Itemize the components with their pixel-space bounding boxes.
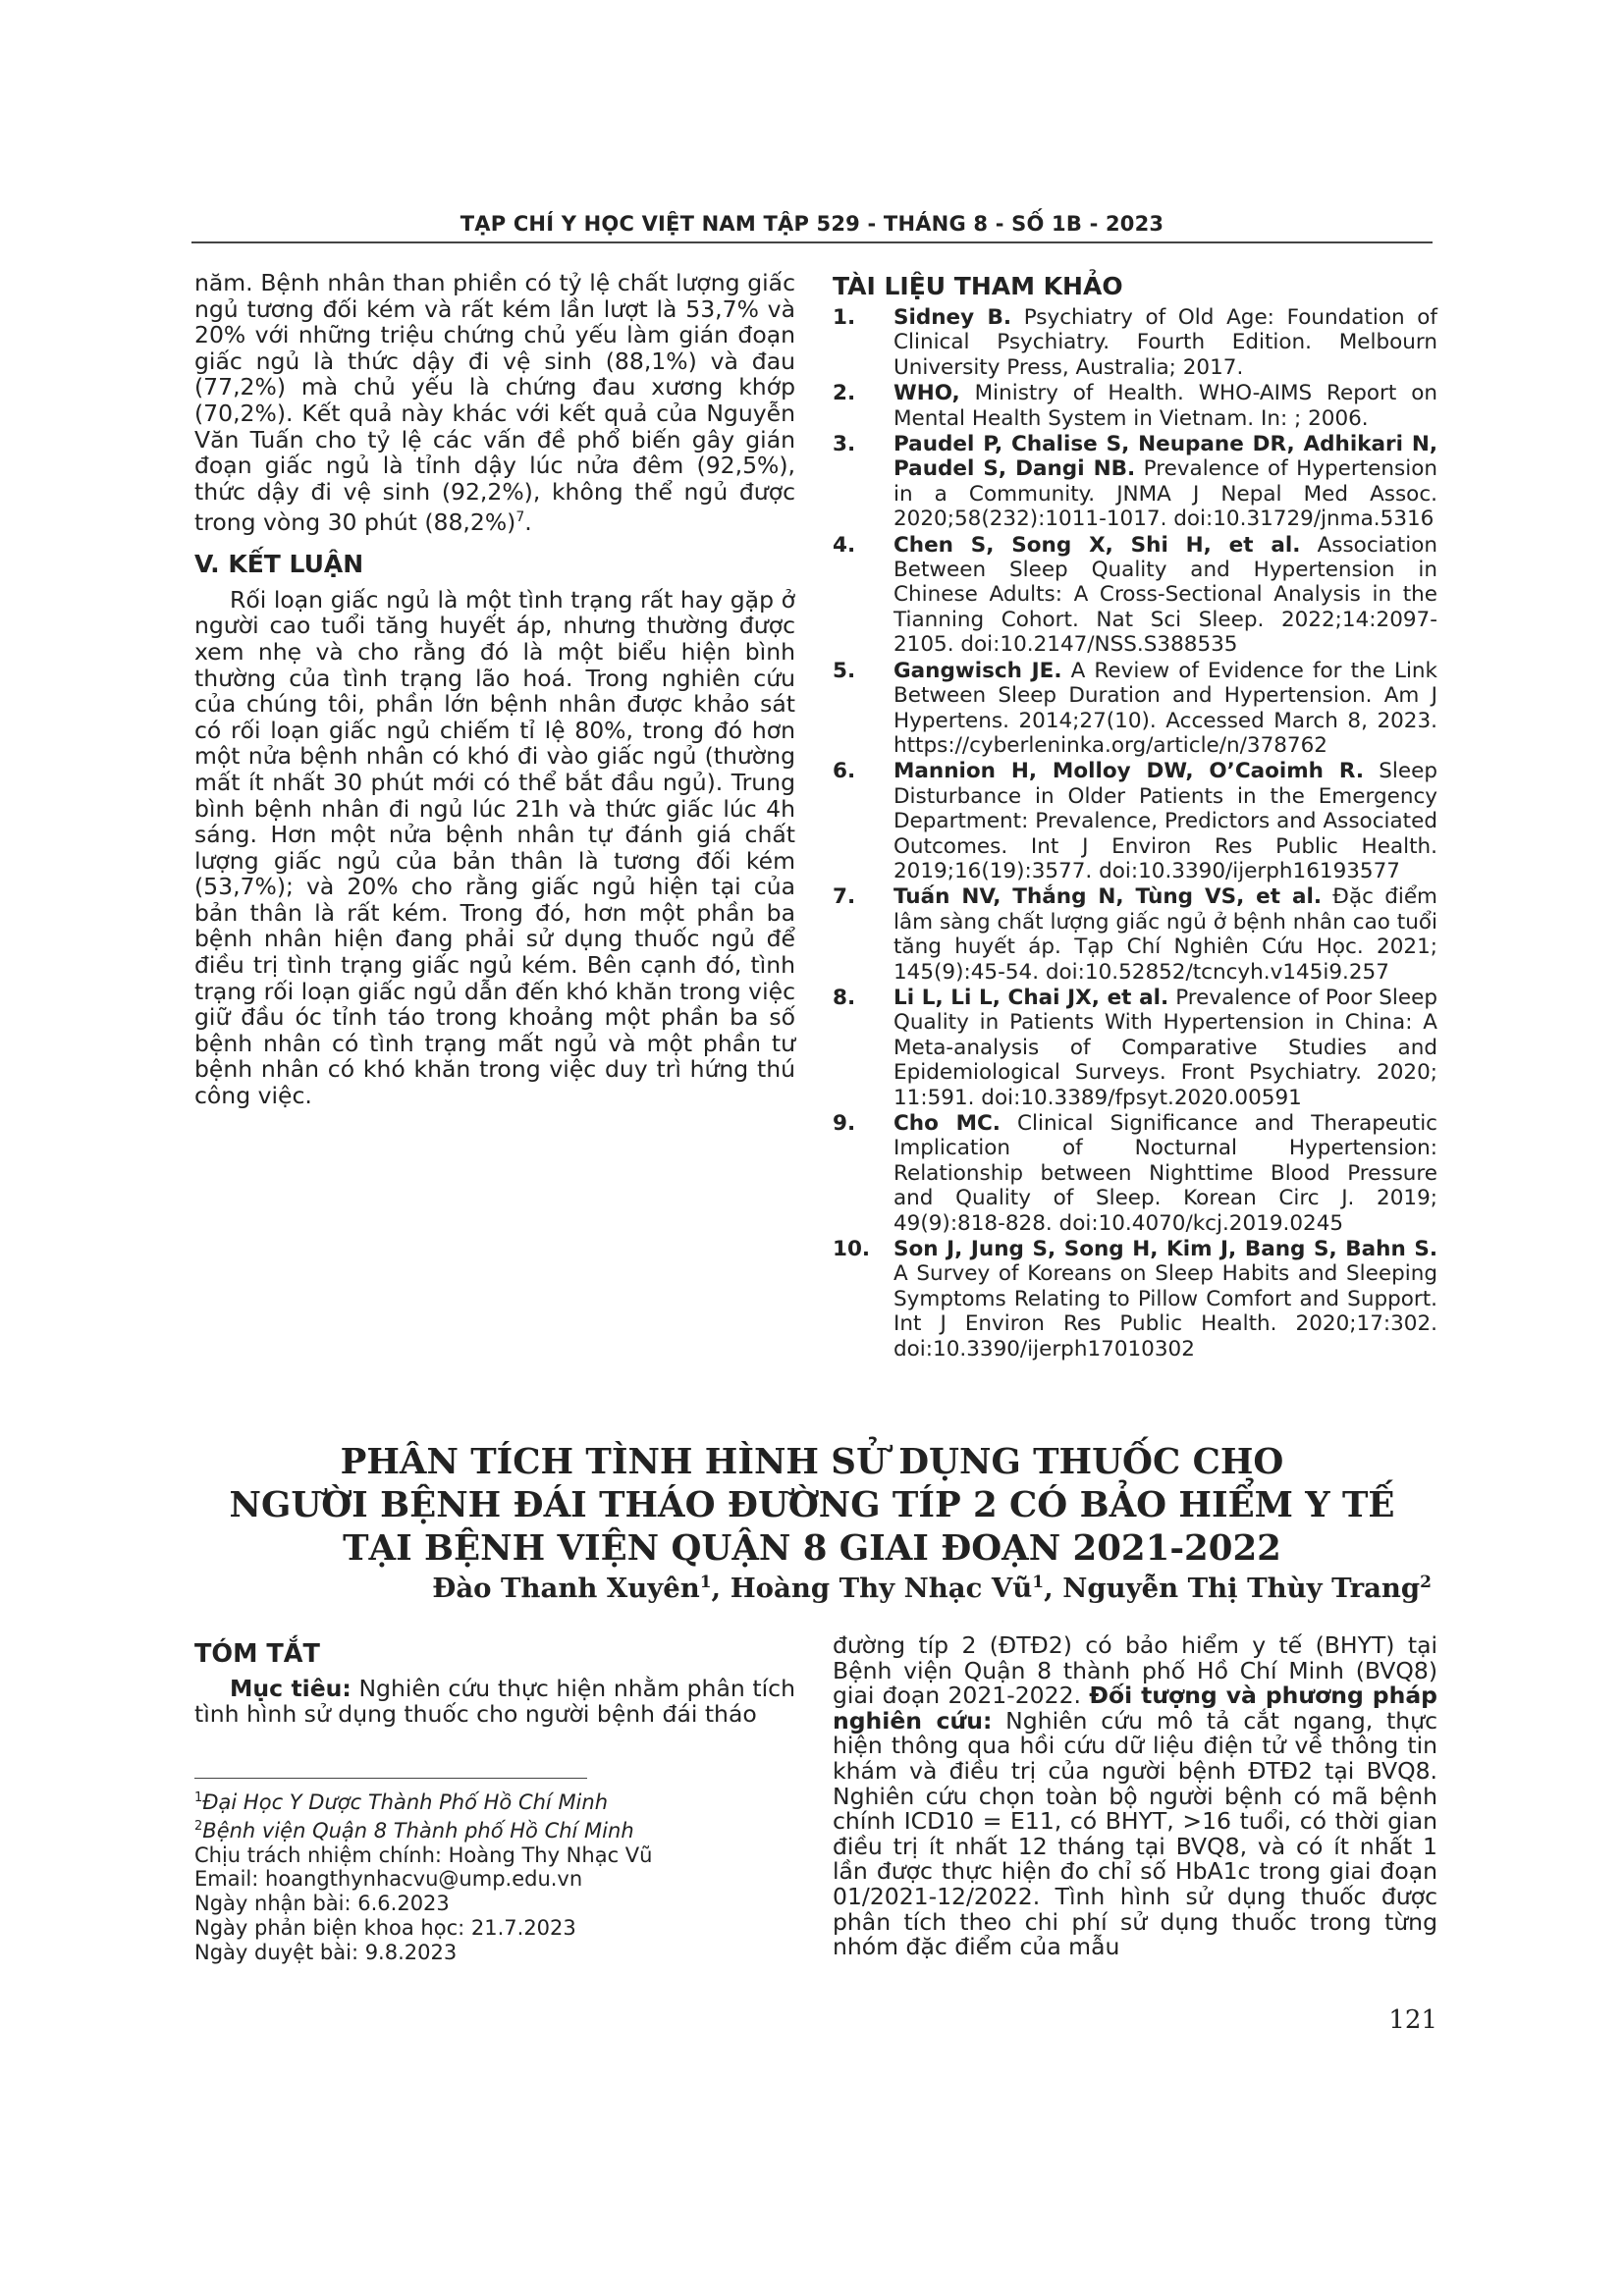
affiliation-number: 2 [194, 1818, 203, 1834]
author-name: Nguyễn Thị Thùy Trang [1062, 1573, 1421, 1605]
header-rule [191, 241, 1433, 243]
reference-item [833, 659, 1437, 759]
reference-authors: Chen S, Song X, Shi H, et al. [893, 532, 1301, 558]
reference-number: 8. [833, 985, 856, 1010]
footnotes [194, 1787, 795, 1965]
reference-text: A Review of Evidence for the Link Between Sleep Duration and Hypertension. Am J Hypertens. 2014;27(10). Accessed March 8, 2023. https://cyberleninka.org/article/n/378762 [893, 658, 1437, 758]
reference-authors: Cho MC. [893, 1111, 1001, 1136]
methods-text: Nghiên cứu mô tả cắt ngang, thực hiện thông qua hồi cứu dữ liệu điện tử về thông tin khám và điều trị của người bệnh ĐTĐ2 tại BVQ8. Nghiên cứu chọn toàn bộ người bệnh có mã bệnh chính ICD10 = E11, có BHYT, >16 tuổi, có thời gian điều trị ít nhất 12 tháng tại BVQ8, và có ít nhất 1 lần được thực hiện đo chỉ số HbA1c trong giai đoạn 01/2021-12/2022. Tình hình sử dụng thuốc được phân tích theo chi phí sử dụng thuốc trong từng nhóm đặc điểm của mẫu [833, 1706, 1437, 1961]
reference-number: 10. [833, 1237, 871, 1262]
footnote-rule [194, 1778, 587, 1779]
citation-superscript: 7 [515, 509, 525, 526]
reference-text: Psychiatry of Old Age: Foundation of Clinical Psychiatry. Fourth Edition. Melbourn University Press, Australia; 2017. [893, 305, 1438, 380]
reference-number: 4. [833, 532, 856, 558]
page-number: 121 [1388, 2005, 1437, 2035]
abstract-paragraph [194, 1677, 795, 1727]
affiliation-number: 1 [194, 1790, 203, 1805]
reference-authors: Paudel P, Chalise S, Neupane DR, Adhikari N, Paudel S, Dangi NB. [893, 432, 1437, 482]
responsible-author: Chịu trách nhiệm chính: Hoàng Thy Nhạc Vũ [194, 1842, 653, 1867]
reference-item [833, 1237, 1437, 1362]
reference-item [833, 305, 1437, 380]
reference-item [833, 381, 1437, 431]
reference-text: Prevalence of Poor Sleep Quality in Patients With Hypertension in China: A Meta-analysis of Comparative Studies and Epidemiological Surveys. Front Psychiatry. 2020; 11:591. doi:10.3389/fpsyt.2020.00591 [893, 985, 1437, 1110]
discussion-text: năm. Bệnh nhân than phiền có tỷ lệ chất lượng giấc ngủ tương đối kém và rất kém lần lượt là 53,7% và 20% với những triệu chứng chủ yếu làm gián đoạn giấc ngủ là thức dậy đi vệ sinh (88,1%) và đau (77,2%) mà chủ yếu là chứng đau xương khớp (70,2%). Kết quả này khác với kết quả của Nguyễn Văn Tuấn cho tỷ lệ các vấn đề phổ biến gây gián đoạn giấc ngủ là tỉnh dậy lúc nửa đêm (92,5%), thức dậy đi vệ sinh (92,2%), không thể ngủ được trong vòng 30 phút (88,2%) [194, 269, 795, 537]
abstract-left-column [194, 1633, 795, 1727]
reference-number: 6. [833, 759, 856, 784]
author-list [432, 1573, 1432, 1604]
email: Email: hoangthynhacvu@ump.edu.vn [194, 1867, 583, 1892]
reference-text: Association Between Sleep Quality and Hypertension in Chinese Adults: A Cross-Sectional Analysis in the Tianning Cohort. Nat Sci Sleep. 2022;14:2097-2105. doi:10.2147/NSS.S388535 [893, 532, 1437, 658]
reference-item [833, 533, 1437, 658]
affiliation-text: Bệnh viện Quận 8 Thành phố Hồ Chí Minh [202, 1818, 634, 1842]
accepted-date: Ngày duyệt bài: 9.8.2023 [194, 1940, 458, 1964]
review-date: Ngày phản biện khoa học: 21.7.2023 [194, 1915, 576, 1940]
reference-text: Đặc điểm lâm sàng chất lượng giấc ngủ ở bệnh nhân cao tuổi tăng huyết áp. Tạp Chí Nghiên Cứu Học. 2021; 145(9):45-54. doi:10.52852/tcncyh.v145i9.257 [893, 884, 1437, 985]
reference-authors: Mannion H, Molloy DW, O’Caoimh R. [893, 759, 1365, 784]
reference-number: 1. [833, 305, 856, 330]
affiliation [194, 1787, 795, 1815]
affiliation-superscript: 2 [1420, 1573, 1432, 1592]
reference-authors: Son J, Jung S, Song H, Kim J, Bang S, Bahn S. [893, 1237, 1437, 1262]
reference-authors: WHO, [893, 381, 960, 406]
reference-item [833, 432, 1437, 532]
reference-number: 2. [833, 381, 856, 406]
left-column [194, 270, 795, 1109]
reference-text: Sleep Disturbance in Older Patients in the Emergency Department: Prevalence, Predictors and Associated Outcomes. Int J Environ Res Public Health. 2019;16(19):3577. doi:10.3390/ijerph16193577 [893, 759, 1437, 883]
author-name: Đào Thanh Xuyên [432, 1573, 700, 1605]
reference-authors: Gangwisch JE. [893, 658, 1062, 683]
affiliation-superscript: 1 [699, 1573, 712, 1592]
objective-text: Nghiên cứu thực hiện nhằm phân tích tình hình sử dụng thuốc cho người bệnh đái tháo [194, 1675, 795, 1728]
affiliation-text: Đại Học Y Dược Thành Phố Hồ Chí Minh [202, 1790, 609, 1814]
article-title-line: PHÂN TÍCH TÌNH HÌNH SỬ DỤNG THUỐC CHO [340, 1442, 1284, 1482]
author-separator: , [1044, 1573, 1063, 1605]
reference-text: Ministry of Health. WHO-AIMS Report on Mental Health System in Vietnam. In: ; 2006. [893, 381, 1437, 431]
abstract-right-column [833, 1633, 1437, 1960]
discussion-paragraph [194, 270, 795, 536]
received-date: Ngày nhận bài: 6.6.2023 [194, 1892, 450, 1916]
article-title-line: NGƯỜI BỆNH ĐÁI THÁO ĐƯỜNG TÍP 2 CÓ BẢO HIỂM Y TẾ [229, 1485, 1395, 1525]
author-separator: , [711, 1573, 731, 1605]
affiliation-superscript: 1 [1032, 1573, 1045, 1592]
objective-text-continued: đường típ 2 (ĐTĐ2) có bảo hiểm y tế (BHYT) tại Bệnh viện Quận 8 thành phố Hồ Chí Minh (BVQ8) giai đoạn 2021-2022. [833, 1631, 1437, 1710]
reference-number: 5. [833, 658, 856, 683]
running-head: TẠP CHÍ Y HỌC VIỆT NAM TẬP 529 - THÁNG 8 - SỐ 1B - 2023 [460, 212, 1164, 236]
methods-label: Đối tượng và phương pháp nghiên cứu: [833, 1682, 1437, 1735]
reference-item [833, 986, 1437, 1110]
reference-item [833, 884, 1437, 985]
reference-text: A Survey of Koreans on Sleep Habits and Sleeping Symptoms Relating to Pillow Comfort and Support. Int J Environ Res Public Health. 2020;17:302. doi:10.3390/ijerph17010302 [893, 1261, 1437, 1362]
reference-authors: Sidney B. [893, 305, 1012, 330]
reference-text: Clinical Significance and Therapeutic Implication of Nocturnal Hypertension: Relationship between Nighttime Blood Pressure and Quality of Sleep. Korean Circ J. 2019; 49(9):818-828. doi:10.4070/kcj.2019.0245 [893, 1111, 1437, 1236]
article-title-line: TẠI BỆNH VIỆN QUẬN 8 GIAI ĐOẠN 2021-2022 [343, 1528, 1281, 1569]
reference-text: Prevalence of Hypertension in a Community. JNMA J Nepal Med Assoc. 2020;58(232):1011-1017. doi:10.31729/jnma.5316 [893, 456, 1437, 532]
reference-item [833, 1111, 1437, 1236]
affiliation [194, 1815, 795, 1843]
reference-authors: Tuấn NV, Thắng N, Tùng VS, et al. [893, 884, 1323, 910]
article-title [196, 1441, 1428, 1571]
discussion-end: . [524, 508, 532, 537]
references-column [833, 270, 1437, 1362]
reference-number: 7. [833, 884, 856, 910]
reference-number: 9. [833, 1111, 856, 1136]
conclusion-text: Rối loạn giấc ngủ là một tình trạng rất hay gặp ở người cao tuổi tăng huyết áp, nhưng thường được xem nhẹ và cho rằng đó là một biểu hiện bình thường của tình trạng lão hoá. Trong nghiên cứu của chúng tôi, phần lớn bệnh nhân được khảo sát có rối loạn giấc ngủ chiếm tỉ lệ 80%, trong đó hơn một nửa bệnh nhân có khó đi vào giấc ngủ (thường mất ít nhất 30 phút mới có thể bắt đầu ngủ). Trung bình bệnh nhân đi ngủ lúc 21h và thức giấc lúc 4h sáng. Hơn một nửa bệnh nhân tự đánh giá chất lượng giấc ngủ của bản thân là tương đối kém (53,7%); và 20% cho rằng giấc ngủ hiện tại của bản thân là rất kém. Trong đó, hơn một phần ba bệnh nhân hiện đang phải sử dụng thuốc ngủ để điều trị tình trạng giấc ngủ kém. Bên cạnh đó, tình trạng rối loạn giấc ngủ dẫn đến khó khăn trong việc giữ đầu óc tỉnh táo trong khoảng một phần ba số bệnh nhân có tình trạng mất ngủ và một phần tư bệnh nhân có khó khăn trong việc duy trì hứng thú công việc. [194, 585, 795, 1110]
reference-item [833, 759, 1437, 883]
objective-label: Mục tiêu: [230, 1675, 352, 1702]
abstract-continuation [833, 1633, 1437, 1960]
abstract-title: TÓM TẮT [194, 1639, 320, 1669]
references-title: TÀI LIỆU THAM KHẢO [833, 272, 1123, 300]
reference-number: 3. [833, 432, 856, 457]
reference-authors: Li L, Li L, Chai JX, et al. [893, 985, 1169, 1010]
section-title-conclusion: V. KẾT LUẬN [194, 549, 364, 578]
conclusion-paragraph [194, 587, 795, 1109]
author-name: Hoàng Thy Nhạc Vũ [730, 1573, 1033, 1605]
